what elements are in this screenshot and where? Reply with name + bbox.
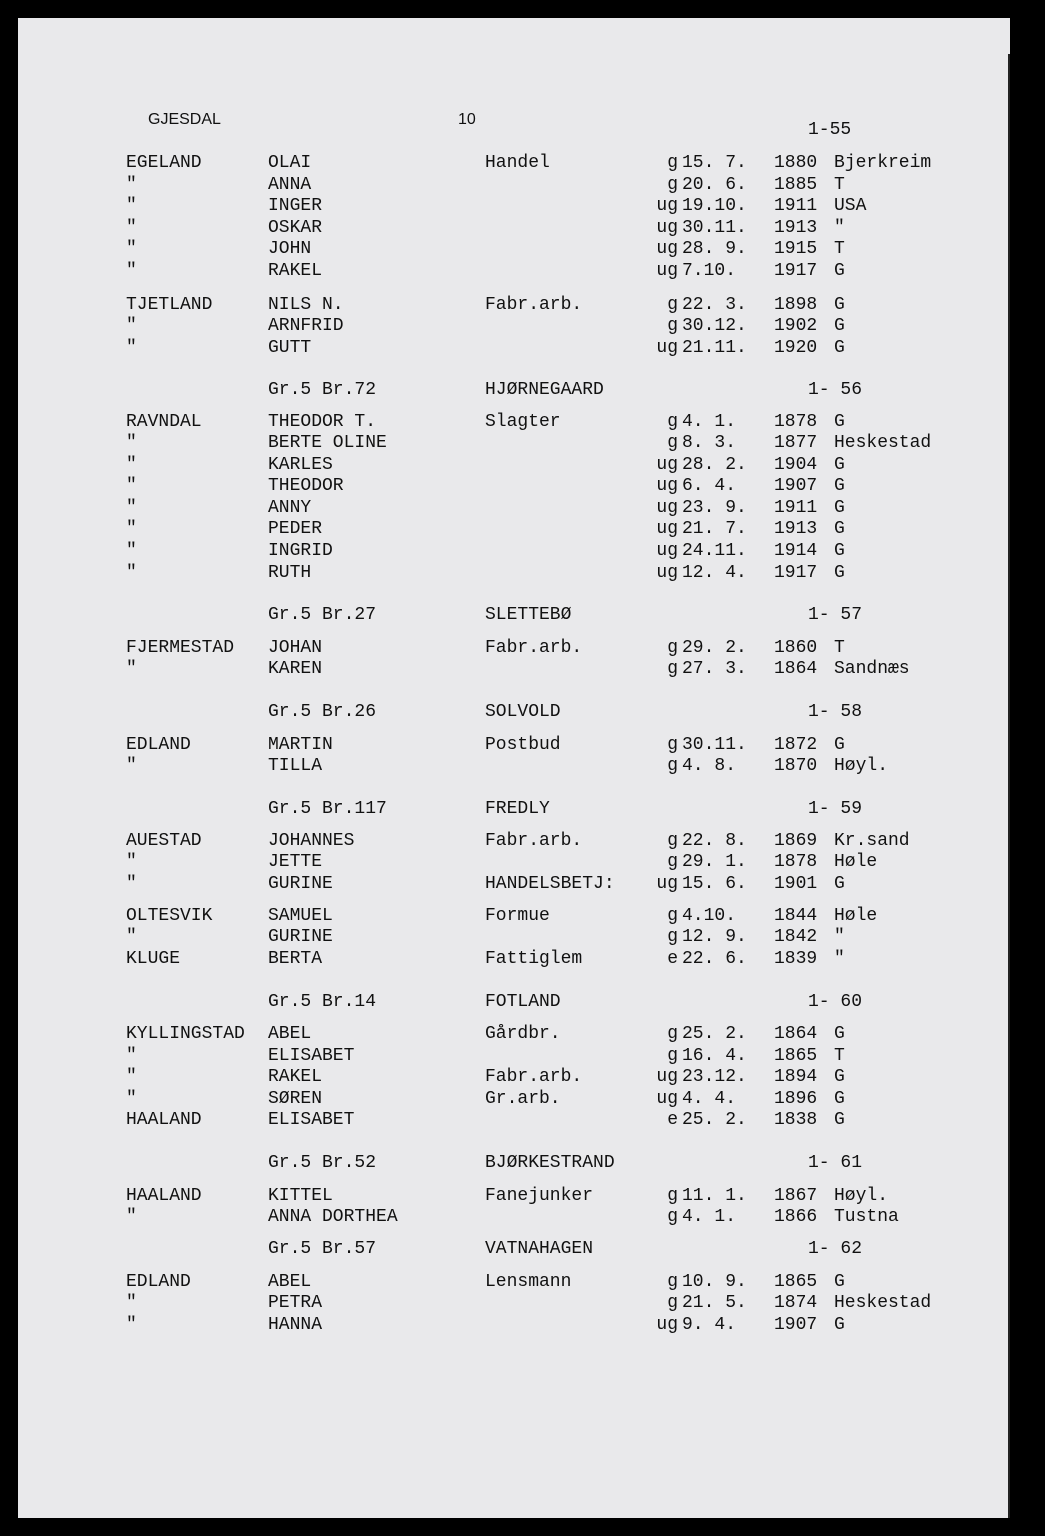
document-page (18, 18, 1010, 1518)
birth-place: T (834, 638, 845, 658)
first-name: TILLA (268, 756, 323, 776)
birth-year: 1913 (774, 519, 818, 539)
birth-place: G (834, 541, 845, 561)
first-name: BERTE OLINE (268, 433, 387, 453)
first-name: NILS N. (268, 295, 344, 315)
marital-status: ug (656, 541, 678, 561)
birth-year: 1913 (774, 218, 818, 238)
surname: " (126, 316, 137, 336)
birth-date: 4. 1. (682, 1207, 737, 1227)
surname: " (126, 852, 137, 872)
farm-name: BJØRKESTRAND (485, 1153, 615, 1173)
birth-year: 1894 (774, 1067, 818, 1087)
birth-year: 1878 (774, 852, 818, 872)
birth-place: G (834, 1272, 845, 1292)
gr-br-ref: Gr.5 Br.57 (268, 1239, 377, 1259)
birth-date: 12. 4. (682, 563, 747, 583)
farm-name: FREDLY (485, 799, 550, 819)
surname: " (126, 196, 137, 216)
surname: AUESTAD (126, 831, 202, 851)
occupation: Slagter (485, 412, 561, 432)
birth-place: G (834, 295, 845, 315)
occupation: Handel (485, 153, 550, 173)
surname: " (126, 1067, 137, 1087)
birth-place: Høyl. (834, 1186, 889, 1206)
birth-date: 22. 6. (682, 949, 747, 969)
birth-date: 20. 6. (682, 175, 747, 195)
farm-name: SOLVOLD (485, 702, 561, 722)
birth-year: 1917 (774, 563, 818, 583)
marital-status: ug (656, 239, 678, 259)
first-name: ABEL (268, 1272, 312, 1292)
birth-date: 12. 9. (682, 927, 747, 947)
first-name: JOHAN (268, 638, 323, 658)
surname: " (126, 1315, 137, 1335)
occupation: HANDELSBETJ: (485, 874, 615, 894)
birth-date: 22. 3. (682, 295, 747, 315)
birth-place: G (834, 261, 845, 281)
birth-date: 27. 3. (682, 659, 747, 679)
surname: KYLLINGSTAD (126, 1024, 245, 1044)
gr-br-ref: Gr.5 Br.14 (268, 992, 377, 1012)
marital-status: ug (656, 1089, 678, 1109)
first-name: SAMUEL (268, 906, 333, 926)
birth-date: 4.10. (682, 906, 737, 926)
birth-date: 4. 8. (682, 756, 737, 776)
birth-place: G (834, 1315, 845, 1335)
birth-year: 1902 (774, 316, 818, 336)
birth-year: 1885 (774, 175, 818, 195)
birth-date: 21. 5. (682, 1293, 747, 1313)
register-code: 1- 58 (808, 702, 863, 722)
birth-place: G (834, 338, 845, 358)
birth-date: 21. 7. (682, 519, 747, 539)
birth-date: 23. 9. (682, 498, 747, 518)
surname: EGELAND (126, 153, 202, 173)
birth-year: 1917 (774, 261, 818, 281)
gr-br-ref: Gr.5 Br.117 (268, 799, 387, 819)
first-name: BERTA (268, 949, 323, 969)
gr-br-ref: Gr.5 Br.26 (268, 702, 377, 722)
farm-name: VATNAHAGEN (485, 1239, 594, 1259)
birth-place: G (834, 1089, 845, 1109)
first-name: ANNA DORTHEA (268, 1207, 398, 1227)
birth-place: Tustna (834, 1207, 899, 1227)
marital-status: g (667, 756, 678, 776)
birth-place: USA (834, 196, 867, 216)
birth-year: 1880 (774, 153, 818, 173)
surname: " (126, 433, 137, 453)
marital-status: g (667, 1186, 678, 1206)
birth-year: 1920 (774, 338, 818, 358)
birth-year: 1839 (774, 949, 818, 969)
first-name: JOHANNES (268, 831, 355, 851)
surname: EDLAND (126, 1272, 191, 1292)
birth-place: G (834, 874, 845, 894)
birth-place: T (834, 1046, 845, 1066)
marital-status: g (667, 153, 678, 173)
birth-place: T (834, 239, 845, 259)
farm-name: SLETTEBØ (485, 605, 572, 625)
first-name: GUTT (268, 338, 312, 358)
first-name: ABEL (268, 1024, 312, 1044)
marital-status: g (667, 1046, 678, 1066)
birth-date: 4. 4. (682, 1089, 737, 1109)
surname: " (126, 455, 137, 475)
birth-place: G (834, 1067, 845, 1087)
first-name: JOHN (268, 239, 312, 259)
marital-status: e (667, 1110, 678, 1130)
marital-status: g (667, 906, 678, 926)
birth-place: G (834, 316, 845, 336)
birth-year: 1915 (774, 239, 818, 259)
birth-date: 29. 1. (682, 852, 747, 872)
register-code: 1- 62 (808, 1239, 863, 1259)
birth-date: 28. 2. (682, 455, 747, 475)
birth-year: 1914 (774, 541, 818, 561)
birth-date: 7.10. (682, 261, 737, 281)
birth-place: Høle (834, 852, 878, 872)
occupation: Lensmann (485, 1272, 572, 1292)
birth-place: G (834, 1110, 845, 1130)
marital-status: ug (656, 261, 678, 281)
first-name: KARLES (268, 455, 333, 475)
birth-place: " (834, 949, 845, 969)
register-code: 1- 61 (808, 1153, 863, 1173)
birth-year: 1872 (774, 735, 818, 755)
marital-status: ug (656, 874, 678, 894)
occupation: Fabr.arb. (485, 638, 583, 658)
first-name: ELISABET (268, 1046, 355, 1066)
surname: " (126, 239, 137, 259)
birth-year: 1911 (774, 498, 818, 518)
occupation: Fanejunker (485, 1186, 594, 1206)
first-name: INGER (268, 196, 323, 216)
surname: " (126, 338, 137, 358)
municipality-heading: GJESDAL (148, 111, 221, 128)
marital-status: g (667, 433, 678, 453)
birth-year: 1860 (774, 638, 818, 658)
marital-status: ug (656, 196, 678, 216)
marital-status: g (667, 295, 678, 315)
birth-date: 25. 2. (682, 1024, 747, 1044)
marital-status: g (667, 316, 678, 336)
surname: " (126, 175, 137, 195)
birth-year: 1907 (774, 476, 818, 496)
first-name: SØREN (268, 1089, 323, 1109)
birth-place: " (834, 927, 845, 947)
first-name: OLAI (268, 153, 312, 173)
surname: KLUGE (126, 949, 181, 969)
surname: " (126, 1293, 137, 1313)
first-name: ARNFRID (268, 316, 344, 336)
birth-date: 15. 6. (682, 874, 747, 894)
birth-year: 1870 (774, 756, 818, 776)
marital-status: g (667, 638, 678, 658)
first-name: GURINE (268, 927, 333, 947)
register-code: 1-55 (808, 120, 852, 140)
surname: " (126, 476, 137, 496)
first-name: PEDER (268, 519, 323, 539)
birth-place: Heskestad (834, 1293, 932, 1313)
surname: FJERMESTAD (126, 638, 235, 658)
birth-place: G (834, 476, 845, 496)
birth-year: 1864 (774, 1024, 818, 1044)
birth-year: 1865 (774, 1272, 818, 1292)
birth-year: 1874 (774, 1293, 818, 1313)
occupation: Fabr.arb. (485, 1067, 583, 1087)
surname: " (126, 927, 137, 947)
birth-year: 1866 (774, 1207, 818, 1227)
birth-place: " (834, 218, 845, 238)
marital-status: g (667, 831, 678, 851)
surname: HAALAND (126, 1186, 202, 1206)
page-number: 10 (458, 111, 476, 128)
surname: " (126, 519, 137, 539)
surname: TJETLAND (126, 295, 213, 315)
first-name: ANNY (268, 498, 312, 518)
surname: " (126, 498, 137, 518)
surname: " (126, 541, 137, 561)
birth-year: 1838 (774, 1110, 818, 1130)
surname: " (126, 659, 137, 679)
first-name: KITTEL (268, 1186, 333, 1206)
birth-place: G (834, 412, 845, 432)
surname: " (126, 874, 137, 894)
birth-date: 30.12. (682, 316, 747, 336)
first-name: RAKEL (268, 1067, 323, 1087)
right-margin-rule (1008, 54, 1010, 1518)
birth-date: 19.10. (682, 196, 747, 216)
birth-year: 1864 (774, 659, 818, 679)
birth-place: G (834, 519, 845, 539)
first-name: RAKEL (268, 261, 323, 281)
gr-br-ref: Gr.5 Br.27 (268, 605, 377, 625)
birth-date: 15. 7. (682, 153, 747, 173)
occupation: Fabr.arb. (485, 831, 583, 851)
first-name: KAREN (268, 659, 323, 679)
birth-date: 11. 1. (682, 1186, 747, 1206)
gr-br-ref: Gr.5 Br.72 (268, 380, 377, 400)
birth-date: 24.11. (682, 541, 747, 561)
first-name: JETTE (268, 852, 323, 872)
surname: " (126, 1046, 137, 1066)
birth-place: T (834, 175, 845, 195)
gr-br-ref: Gr.5 Br.52 (268, 1153, 377, 1173)
birth-date: 23.12. (682, 1067, 747, 1087)
marital-status: g (667, 852, 678, 872)
birth-year: 1844 (774, 906, 818, 926)
first-name: MARTIN (268, 735, 333, 755)
birth-date: 28. 9. (682, 239, 747, 259)
marital-status: ug (656, 455, 678, 475)
first-name: ELISABET (268, 1110, 355, 1130)
first-name: THEODOR T. (268, 412, 377, 432)
first-name: RUTH (268, 563, 312, 583)
birth-year: 1867 (774, 1186, 818, 1206)
marital-status: g (667, 735, 678, 755)
occupation: Gr.arb. (485, 1089, 561, 1109)
surname: " (126, 1207, 137, 1227)
marital-status: ug (656, 1315, 678, 1335)
birth-date: 9. 4. (682, 1315, 737, 1335)
birth-date: 29. 2. (682, 638, 747, 658)
birth-year: 1901 (774, 874, 818, 894)
first-name: HANNA (268, 1315, 323, 1335)
birth-place: Høyl. (834, 756, 889, 776)
register-code: 1- 60 (808, 992, 863, 1012)
birth-year: 1878 (774, 412, 818, 432)
first-name: ANNA (268, 175, 312, 195)
birth-place: G (834, 1024, 845, 1044)
surname: " (126, 218, 137, 238)
first-name: INGRID (268, 541, 333, 561)
birth-year: 1907 (774, 1315, 818, 1335)
surname: " (126, 563, 137, 583)
marital-status: g (667, 1207, 678, 1227)
register-code: 1- 56 (808, 380, 863, 400)
birth-year: 1904 (774, 455, 818, 475)
farm-name: HJØRNEGAARD (485, 380, 604, 400)
birth-place: Kr.sand (834, 831, 910, 851)
birth-year: 1896 (774, 1089, 818, 1109)
occupation: Fabr.arb. (485, 295, 583, 315)
register-code: 1- 59 (808, 799, 863, 819)
marital-status: ug (656, 476, 678, 496)
birth-date: 30.11. (682, 218, 747, 238)
first-name: PETRA (268, 1293, 323, 1313)
birth-year: 1877 (774, 433, 818, 453)
marital-status: e (667, 949, 678, 969)
birth-place: Høle (834, 906, 878, 926)
surname: HAALAND (126, 1110, 202, 1130)
marital-status: g (667, 927, 678, 947)
surname: OLTESVIK (126, 906, 213, 926)
marital-status: g (667, 1024, 678, 1044)
occupation: Gårdbr. (485, 1024, 561, 1044)
farm-name: FOTLAND (485, 992, 561, 1012)
marital-status: g (667, 659, 678, 679)
surname: EDLAND (126, 735, 191, 755)
birth-year: 1898 (774, 295, 818, 315)
birth-place: G (834, 455, 845, 475)
birth-date: 6. 4. (682, 476, 737, 496)
birth-year: 1911 (774, 196, 818, 216)
birth-place: Bjerkreim (834, 153, 932, 173)
birth-year: 1869 (774, 831, 818, 851)
first-name: GURINE (268, 874, 333, 894)
birth-place: G (834, 563, 845, 583)
birth-year: 1842 (774, 927, 818, 947)
birth-place: G (834, 735, 845, 755)
birth-date: 25. 2. (682, 1110, 747, 1130)
birth-date: 21.11. (682, 338, 747, 358)
marital-status: g (667, 175, 678, 195)
occupation: Formue (485, 906, 550, 926)
birth-date: 16. 4. (682, 1046, 747, 1066)
first-name: OSKAR (268, 218, 323, 238)
birth-year: 1865 (774, 1046, 818, 1066)
register-code: 1- 57 (808, 605, 863, 625)
marital-status: ug (656, 1067, 678, 1087)
surname: RAVNDAL (126, 412, 202, 432)
surname: " (126, 261, 137, 281)
marital-status: ug (656, 498, 678, 518)
marital-status: g (667, 1293, 678, 1313)
birth-date: 22. 8. (682, 831, 747, 851)
marital-status: ug (656, 519, 678, 539)
marital-status: ug (656, 563, 678, 583)
birth-place: Heskestad (834, 433, 932, 453)
surname: " (126, 756, 137, 776)
birth-date: 10. 9. (682, 1272, 747, 1292)
birth-date: 8. 3. (682, 433, 737, 453)
birth-date: 30.11. (682, 735, 747, 755)
birth-place: Sandnæs (834, 659, 910, 679)
first-name: THEODOR (268, 476, 344, 496)
birth-date: 4. 1. (682, 412, 737, 432)
occupation: Fattiglem (485, 949, 583, 969)
surname: " (126, 1089, 137, 1109)
occupation: Postbud (485, 735, 561, 755)
marital-status: g (667, 1272, 678, 1292)
marital-status: g (667, 412, 678, 432)
marital-status: ug (656, 338, 678, 358)
birth-place: G (834, 498, 845, 518)
marital-status: ug (656, 218, 678, 238)
